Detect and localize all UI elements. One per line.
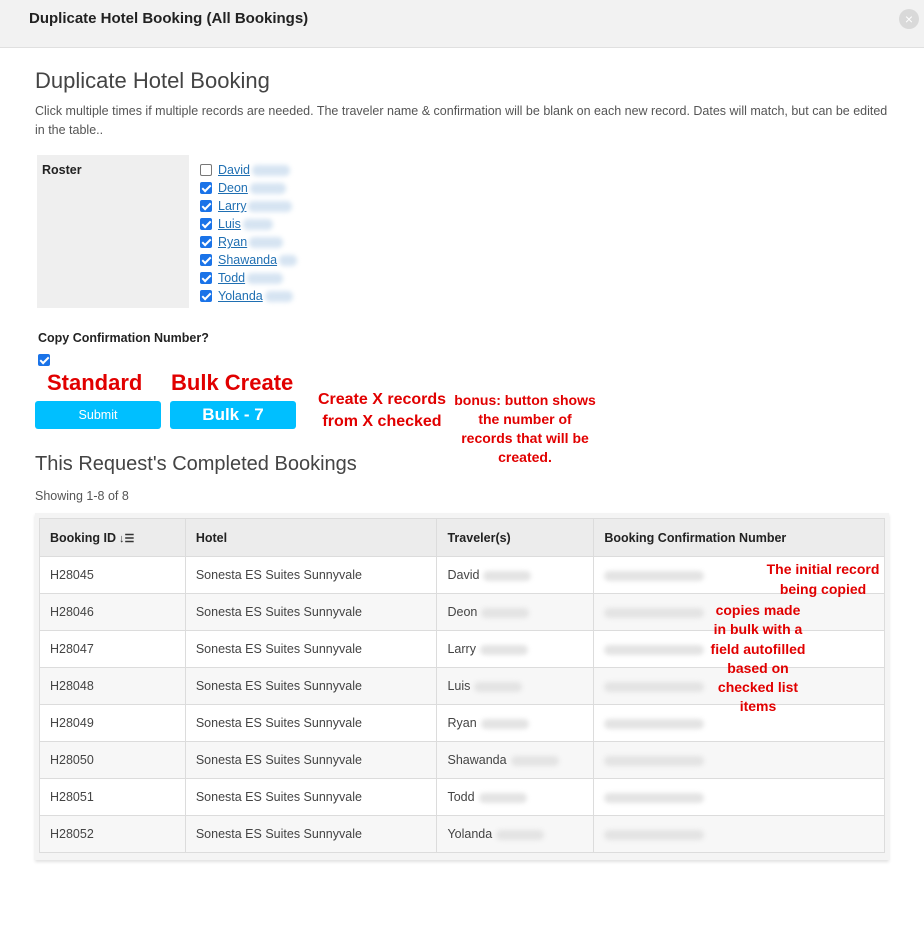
- page-description: Click multiple times if multiple records are needed. The traveler name & confirmation will be blank on each new record. Dates will match, but can be edited in the table..: [35, 104, 888, 137]
- redacted-surname: [496, 830, 544, 840]
- roster-checkbox[interactable]: [200, 254, 212, 266]
- annotation-bonus: bonus: button shows the number of records that will be created.: [454, 392, 596, 465]
- roster-checkbox[interactable]: [200, 236, 212, 248]
- roster-item: [200, 197, 297, 215]
- hotel-cell: Sonesta ES Suites Sunnyvale: [185, 742, 437, 779]
- table-row[interactable]: [40, 816, 885, 853]
- redacted-surname: [249, 237, 283, 248]
- column-header-booking-id[interactable]: [40, 519, 186, 557]
- traveler-name: David: [447, 568, 480, 582]
- traveler-name: Todd: [447, 790, 475, 804]
- traveler-name: Larry: [447, 642, 476, 656]
- hotel-cell: Sonesta ES Suites Sunnyvale: [185, 594, 437, 631]
- hotel-cell: Sonesta ES Suites Sunnyvale: [185, 668, 437, 705]
- table-header-row: [40, 519, 885, 557]
- window-title: Duplicate Hotel Booking (All Bookings): [29, 10, 309, 27]
- hotel-cell: Sonesta ES Suites Sunnyvale: [185, 557, 437, 594]
- confirmation-cell: [594, 742, 885, 779]
- redacted-confirmation: [604, 719, 704, 729]
- redacted-surname: [248, 201, 292, 212]
- redacted-surname: [243, 219, 273, 230]
- copy-confirmation-label: Copy Confirmation Number?: [38, 331, 209, 345]
- table-row[interactable]: [40, 742, 885, 779]
- annotation-initial-record: The initial record being copied: [766, 561, 880, 597]
- roster-panel: [37, 155, 189, 308]
- booking-id-cell: H28050: [40, 742, 186, 779]
- roster-checkbox[interactable]: [200, 272, 212, 284]
- close-icon[interactable]: ×: [899, 9, 919, 29]
- traveler-name: Ryan: [447, 716, 477, 730]
- column-header-hotel[interactable]: Hotel: [185, 519, 437, 557]
- booking-id-cell: H28049: [40, 705, 186, 742]
- redacted-surname: [479, 793, 527, 803]
- roster-name-link[interactable]: Ryan: [218, 235, 248, 249]
- traveler-cell: [437, 705, 594, 742]
- roster-name-link[interactable]: Yolanda: [218, 289, 263, 303]
- roster-checkbox[interactable]: [200, 290, 212, 302]
- table-row[interactable]: [40, 779, 885, 816]
- roster-checkbox[interactable]: [200, 218, 212, 230]
- roster-name-link[interactable]: Luis: [218, 217, 241, 231]
- annotation-bulk-create: Bulk Create: [171, 370, 294, 395]
- redacted-surname: [247, 273, 283, 284]
- redacted-confirmation: [604, 756, 704, 766]
- traveler-name: Shawanda: [447, 753, 507, 767]
- roster-item: [200, 251, 297, 269]
- showing-count: Showing 1-8 of 8: [35, 489, 129, 503]
- hotel-cell: Sonesta ES Suites Sunnyvale: [185, 816, 437, 853]
- roster-name-link[interactable]: Larry: [218, 199, 247, 213]
- redacted-confirmation: [604, 830, 704, 840]
- roster-label: Roster: [42, 163, 82, 177]
- sort-descending-icon[interactable]: ↓☰: [118, 532, 135, 545]
- roster-item: [200, 179, 297, 197]
- hotel-cell: Sonesta ES Suites Sunnyvale: [185, 705, 437, 742]
- roster-name-link[interactable]: Shawanda: [218, 253, 278, 267]
- traveler-cell: [437, 631, 594, 668]
- booking-id-cell: H28047: [40, 631, 186, 668]
- table-row[interactable]: [40, 557, 885, 594]
- page-title: Duplicate Hotel Booking: [35, 68, 270, 93]
- roster-checkbox[interactable]: [200, 164, 212, 176]
- redacted-surname: [481, 719, 529, 729]
- traveler-cell: [437, 594, 594, 631]
- roster-name-link[interactable]: Deon: [218, 181, 248, 195]
- annotation-copies: copies made in bulk with a field autofilled based on checked list items: [710, 602, 806, 715]
- redacted-surname: [252, 165, 290, 176]
- redacted-surname: [481, 608, 529, 618]
- annotation-create-x: Create X records from X checked: [317, 391, 447, 430]
- redacted-surname: [265, 291, 293, 302]
- redacted-surname: [483, 571, 531, 581]
- roster-name-link[interactable]: David: [218, 163, 250, 177]
- redacted-confirmation: [604, 793, 704, 803]
- redacted-confirmation: [604, 682, 704, 692]
- roster-item: [200, 269, 297, 287]
- redacted-confirmation: [604, 608, 704, 618]
- redacted-confirmation: [604, 571, 704, 581]
- traveler-cell: [437, 816, 594, 853]
- redacted-surname: [511, 756, 559, 766]
- traveler-cell: [437, 779, 594, 816]
- booking-id-cell: H28052: [40, 816, 186, 853]
- copy-confirmation-checkbox[interactable]: [38, 354, 50, 366]
- redacted-surname: [250, 183, 286, 194]
- roster-item: [200, 161, 297, 179]
- column-header-label: Booking ID: [50, 530, 116, 545]
- roster-item: [200, 215, 297, 233]
- traveler-name: Luis: [447, 679, 471, 693]
- roster-name-link[interactable]: Todd: [218, 271, 246, 285]
- redacted-surname: [474, 682, 522, 692]
- traveler-cell: [437, 742, 594, 779]
- booking-id-cell: H28048: [40, 668, 186, 705]
- annotation-standard: Standard: [47, 370, 143, 395]
- bookings-section-title: This Request's Completed Bookings: [35, 453, 357, 475]
- roster-checkbox[interactable]: [200, 200, 212, 212]
- traveler-cell: [437, 557, 594, 594]
- bulk-create-button[interactable]: Bulk - 7: [170, 401, 296, 429]
- booking-id-cell: H28045: [40, 557, 186, 594]
- column-header-travelers[interactable]: Traveler(s): [437, 519, 594, 557]
- hotel-cell: Sonesta ES Suites Sunnyvale: [185, 631, 437, 668]
- traveler-name: Deon: [447, 605, 478, 619]
- booking-id-cell: H28046: [40, 594, 186, 631]
- roster-item: [200, 233, 297, 251]
- roster-item: [200, 287, 297, 305]
- hotel-cell: Sonesta ES Suites Sunnyvale: [185, 779, 437, 816]
- column-header-confirmation[interactable]: Booking Confirmation Number: [594, 519, 885, 557]
- confirmation-cell: [594, 779, 885, 816]
- confirmation-cell: [594, 816, 885, 853]
- redacted-surname: [279, 255, 297, 266]
- redacted-surname: [480, 645, 528, 655]
- booking-id-cell: H28051: [40, 779, 186, 816]
- redacted-confirmation: [604, 645, 704, 655]
- traveler-name: Yolanda: [447, 827, 493, 841]
- traveler-cell: [437, 668, 594, 705]
- roster-list: [200, 161, 297, 305]
- title-bar: [0, 0, 924, 48]
- roster-checkbox[interactable]: [200, 182, 212, 194]
- submit-button[interactable]: Submit: [35, 401, 161, 429]
